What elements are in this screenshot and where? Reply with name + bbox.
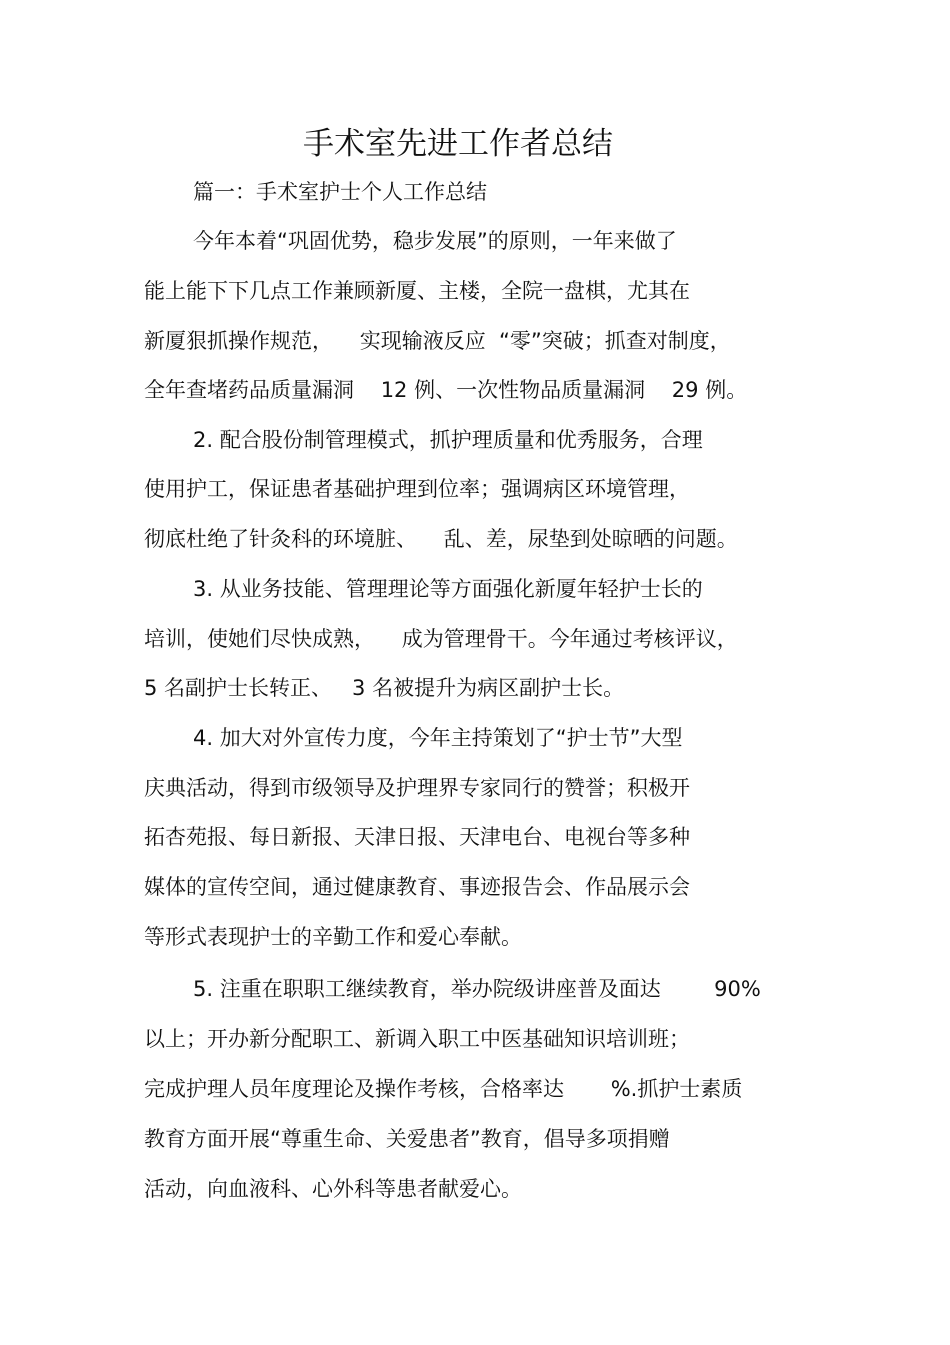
- body-line-4: 全年查堵药品质量漏洞 12 例、一次性物品质量漏洞 29 例。: [144, 378, 748, 402]
- body-line-3: 新厦狠抓操作规范， 实现输液反应 “零”突破；抓查对制度，: [144, 329, 731, 353]
- document-title: 手术室先进工作者总结: [303, 126, 613, 162]
- body-line-8: 3. 从业务技能、管理理论等方面强化新厦年轻护士长的: [193, 577, 703, 601]
- body-line-9: 培训，使她们尽快成熟， 成为管理骨干。今年通过考核评议，: [144, 627, 738, 651]
- section-heading: 篇一：手术室护士个人工作总结: [193, 180, 487, 204]
- body-line-15: 等形式表现护士的辛勤工作和爱心奉献。: [144, 925, 522, 949]
- body-line-7: 彻底杜绝了针灸科的环境脏、 乱、差，尿垫到处晾晒的问题。: [144, 527, 738, 551]
- body-line-18: 完成护理人员年度理论及操作考核，合格率达 %.抓护士素质: [144, 1077, 743, 1101]
- body-line-11: 4. 加大对外宣传力度，今年主持策划了“护士节”大型: [193, 726, 683, 750]
- body-line-10: 5 名副护士长转正、 3 名被提升为病区副护士长。: [144, 676, 625, 700]
- body-line-5: 2. 配合股份制管理模式，抓护理质量和优秀服务，合理: [193, 428, 703, 452]
- body-line-6: 使用护工，保证患者基础护理到位率；强调病区环境管理，: [144, 477, 690, 501]
- body-line-19: 教育方面开展“尊重生命、关爱患者”教育，倡导多项捐赠: [144, 1127, 670, 1151]
- body-line-16: 5. 注重在职职工继续教育，举办院级讲座普及面达 90%: [193, 977, 761, 1001]
- body-line-2: 能上能下下几点工作兼顾新厦、主楼，全院一盘棋，尤其在: [144, 279, 690, 303]
- body-line-13: 拓杏苑报、每日新报、天津日报、天津电台、电视台等多种: [144, 825, 690, 849]
- body-line-14: 媒体的宣传空间，通过健康教育、事迹报告会、作品展示会: [144, 875, 690, 899]
- body-line-20: 活动，向血液科、心外科等患者献爱心。: [144, 1177, 522, 1201]
- body-line-12: 庆典活动，得到市级领导及护理界专家同行的赞誉；积极开: [144, 776, 690, 800]
- body-line-17: 以上；开办新分配职工、新调入职工中医基础知识培训班；: [144, 1027, 690, 1051]
- body-line-1: 今年本着“巩固优势，稳步发展”的原则，一年来做了: [193, 229, 677, 253]
